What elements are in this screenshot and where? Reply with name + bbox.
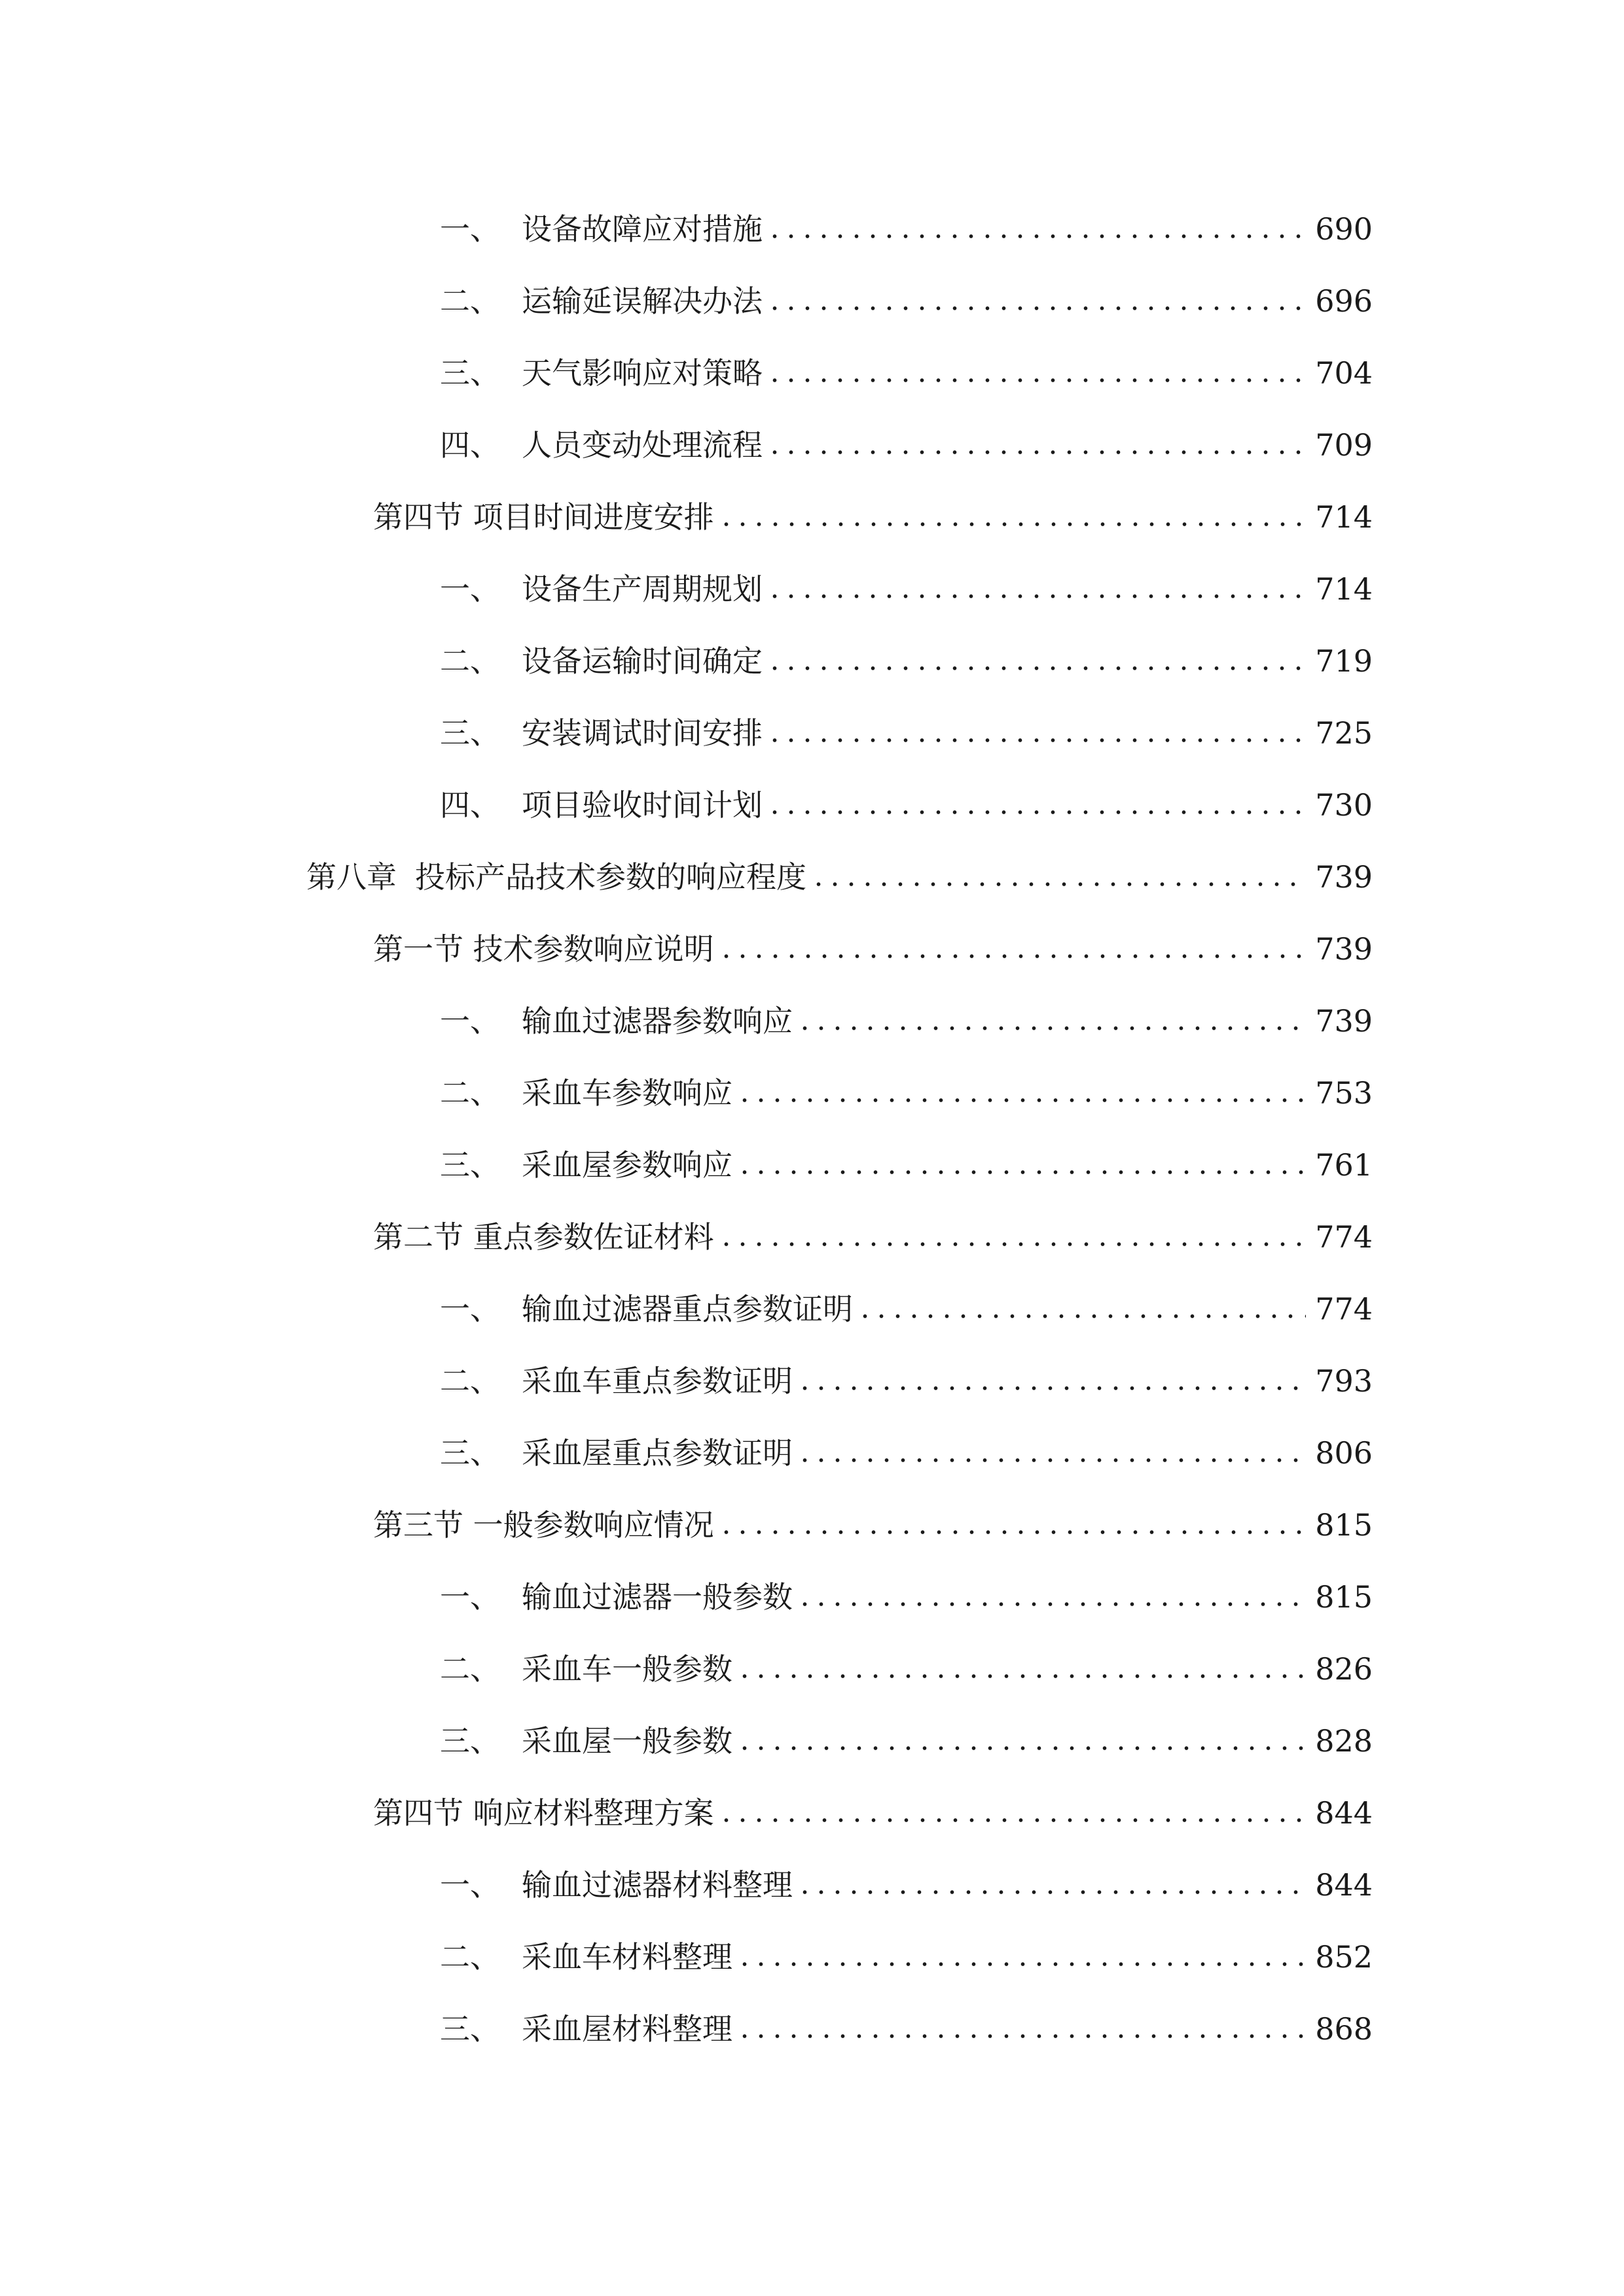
toc-entry-title: 投标产品技术参数的响应程度 — [415, 859, 806, 895]
toc-entry-page: 753 — [1315, 1075, 1373, 1111]
dot-leader — [767, 594, 1306, 599]
toc-entry-number: 二、 — [440, 1363, 500, 1399]
dot-leader — [718, 1242, 1307, 1247]
toc-entry[interactable] — [440, 1571, 1373, 1623]
dot-leader — [718, 1818, 1307, 1823]
toc-entry-number: 二、 — [440, 1075, 500, 1111]
toc-entry[interactable] — [440, 1067, 1373, 1119]
dot-leader — [857, 1314, 1306, 1319]
dot-leader — [736, 2034, 1306, 2039]
toc-entry-number: 二、 — [440, 1939, 500, 1975]
toc-entry-number: 一、 — [440, 1291, 500, 1327]
toc-entry-page: 725 — [1315, 715, 1373, 751]
dot-leader — [736, 1170, 1306, 1175]
toc-entry-number: 三、 — [440, 1435, 500, 1471]
toc-entry-page: 844 — [1315, 1795, 1373, 1831]
toc-entry-page: 690 — [1315, 211, 1373, 247]
toc-entry-title: 采血车重点参数证明 — [522, 1363, 793, 1399]
toc-entry-page: 774 — [1315, 1291, 1373, 1327]
toc-entry[interactable] — [373, 1499, 1373, 1551]
toc-entry-number: 二、 — [440, 283, 500, 319]
toc-entry-number: 一、 — [440, 571, 500, 607]
toc-entry-title: 设备生产周期规划 — [522, 571, 763, 607]
toc-entry-title: 第三节 一般参数响应情况 — [373, 1507, 714, 1543]
toc-entry-title: 运输延误解决办法 — [522, 283, 763, 319]
toc-entry[interactable] — [440, 1283, 1373, 1335]
toc-entry[interactable] — [440, 2003, 1373, 2055]
toc-entry-number: 一、 — [440, 211, 500, 247]
toc-entry[interactable] — [373, 1211, 1373, 1263]
dot-leader — [736, 1746, 1306, 1751]
toc-entry-title: 第四节 响应材料整理方案 — [373, 1795, 714, 1831]
toc-entry[interactable] — [440, 995, 1373, 1047]
toc-entry-title: 设备运输时间确定 — [522, 643, 763, 679]
toc-entry-page: 826 — [1315, 1651, 1373, 1687]
toc-entry[interactable] — [440, 1859, 1373, 1911]
toc-entry-page: 739 — [1315, 1003, 1373, 1039]
toc-entry[interactable] — [440, 347, 1373, 399]
toc-entry-title: 输血过滤器参数响应 — [522, 1003, 793, 1039]
toc-entry-page: 739 — [1315, 859, 1373, 895]
toc-entry-page: 730 — [1315, 787, 1373, 823]
toc-entry[interactable] — [440, 1931, 1373, 1983]
toc-entry[interactable] — [440, 779, 1373, 831]
toc-entry-title: 输血过滤器材料整理 — [522, 1867, 793, 1903]
toc-entry-title: 采血车参数响应 — [522, 1075, 732, 1111]
toc-entry-number: 三、 — [440, 1723, 500, 1759]
dot-leader — [718, 1530, 1307, 1535]
dot-leader — [767, 810, 1306, 815]
toc-entry-title: 采血屋参数响应 — [522, 1147, 732, 1183]
dot-leader — [797, 1602, 1306, 1607]
dot-leader — [736, 1962, 1306, 1967]
toc-entry-title: 采血车一般参数 — [522, 1651, 732, 1687]
toc-entry[interactable] — [440, 419, 1373, 471]
dot-leader — [797, 1890, 1306, 1895]
toc-entry[interactable] — [440, 1355, 1373, 1407]
dot-leader — [767, 378, 1306, 383]
toc-entry-title: 采血车材料整理 — [522, 1939, 732, 1975]
toc-entry-title: 人员变动处理流程 — [522, 427, 763, 463]
toc-entry-page: 704 — [1315, 355, 1373, 391]
toc-entry[interactable] — [440, 1715, 1373, 1767]
toc-entry-page: 709 — [1315, 427, 1373, 463]
dot-leader — [767, 306, 1306, 311]
toc-entry[interactable] — [440, 707, 1373, 759]
toc-entry-number: 三、 — [440, 715, 500, 751]
toc-entry-page: 828 — [1315, 1723, 1373, 1759]
toc-entry[interactable] — [306, 851, 1373, 903]
toc-entry-page: 844 — [1315, 1867, 1373, 1903]
toc-entry[interactable] — [440, 275, 1373, 327]
toc-entry[interactable] — [440, 203, 1373, 255]
toc-entry[interactable] — [440, 635, 1373, 687]
toc-entry-number: 第八章 — [306, 859, 397, 895]
toc-entry-title: 输血过滤器重点参数证明 — [522, 1291, 853, 1327]
toc-entry-title: 采血屋重点参数证明 — [522, 1435, 793, 1471]
toc-entry-page: 714 — [1315, 571, 1373, 607]
toc-entry[interactable] — [440, 1139, 1373, 1191]
toc-entry-page: 815 — [1315, 1507, 1373, 1543]
toc-entry-title: 采血屋一般参数 — [522, 1723, 732, 1759]
toc-entry-title: 项目验收时间计划 — [522, 787, 763, 823]
toc-entry-number: 一、 — [440, 1579, 500, 1615]
dot-leader — [810, 882, 1306, 887]
toc-entry-title: 采血屋材料整理 — [522, 2011, 732, 2047]
toc-entry-number: 三、 — [440, 355, 500, 391]
toc-entry-page: 793 — [1315, 1363, 1373, 1399]
toc-entry-number: 三、 — [440, 1147, 500, 1183]
toc-entry-page: 868 — [1315, 2011, 1373, 2047]
toc-entry[interactable] — [373, 491, 1373, 543]
toc-entry-number: 一、 — [440, 1003, 500, 1039]
dot-leader — [767, 666, 1306, 671]
dot-leader — [736, 1674, 1306, 1679]
dot-leader — [718, 522, 1307, 527]
dot-leader — [718, 954, 1307, 959]
toc-entry[interactable] — [440, 563, 1373, 615]
dot-leader — [736, 1098, 1306, 1103]
toc-entry-page: 696 — [1315, 283, 1373, 319]
toc-entry-number: 二、 — [440, 1651, 500, 1687]
toc-entry-page: 761 — [1315, 1147, 1373, 1183]
toc-entry[interactable] — [440, 1427, 1373, 1479]
dot-leader — [767, 738, 1306, 743]
dot-leader — [797, 1026, 1306, 1031]
toc-entry-title: 第一节 技术参数响应说明 — [373, 931, 714, 967]
toc-entry-page: 852 — [1315, 1939, 1373, 1975]
toc-entry-title: 天气影响应对策略 — [522, 355, 763, 391]
toc-entry-title: 输血过滤器一般参数 — [522, 1579, 793, 1615]
dot-leader — [797, 1386, 1306, 1391]
toc-entry[interactable] — [373, 1787, 1373, 1839]
toc-entry-page: 719 — [1315, 643, 1373, 679]
toc-entry-number: 四、 — [440, 427, 500, 463]
dot-leader — [797, 1458, 1306, 1463]
toc-entry-page: 714 — [1315, 499, 1373, 535]
toc-entry-page: 815 — [1315, 1579, 1373, 1615]
dot-leader — [767, 450, 1306, 455]
toc-entry[interactable] — [373, 923, 1373, 975]
toc-entry-page: 774 — [1315, 1219, 1373, 1255]
toc-entry-title: 第四节 项目时间进度安排 — [373, 499, 714, 535]
toc-entry-number: 二、 — [440, 643, 500, 679]
dot-leader — [767, 234, 1306, 239]
toc-entry-title: 第二节 重点参数佐证材料 — [373, 1219, 714, 1255]
toc-entry-number: 一、 — [440, 1867, 500, 1903]
toc-entry-title: 设备故障应对措施 — [522, 211, 763, 247]
toc-entry-page: 806 — [1315, 1435, 1373, 1471]
toc-entry-number: 三、 — [440, 2011, 500, 2047]
toc-entry-page: 739 — [1315, 931, 1373, 967]
toc-entry-title: 安装调试时间安排 — [522, 715, 763, 751]
toc-entry-number: 四、 — [440, 787, 500, 823]
toc-entry[interactable] — [440, 1643, 1373, 1695]
